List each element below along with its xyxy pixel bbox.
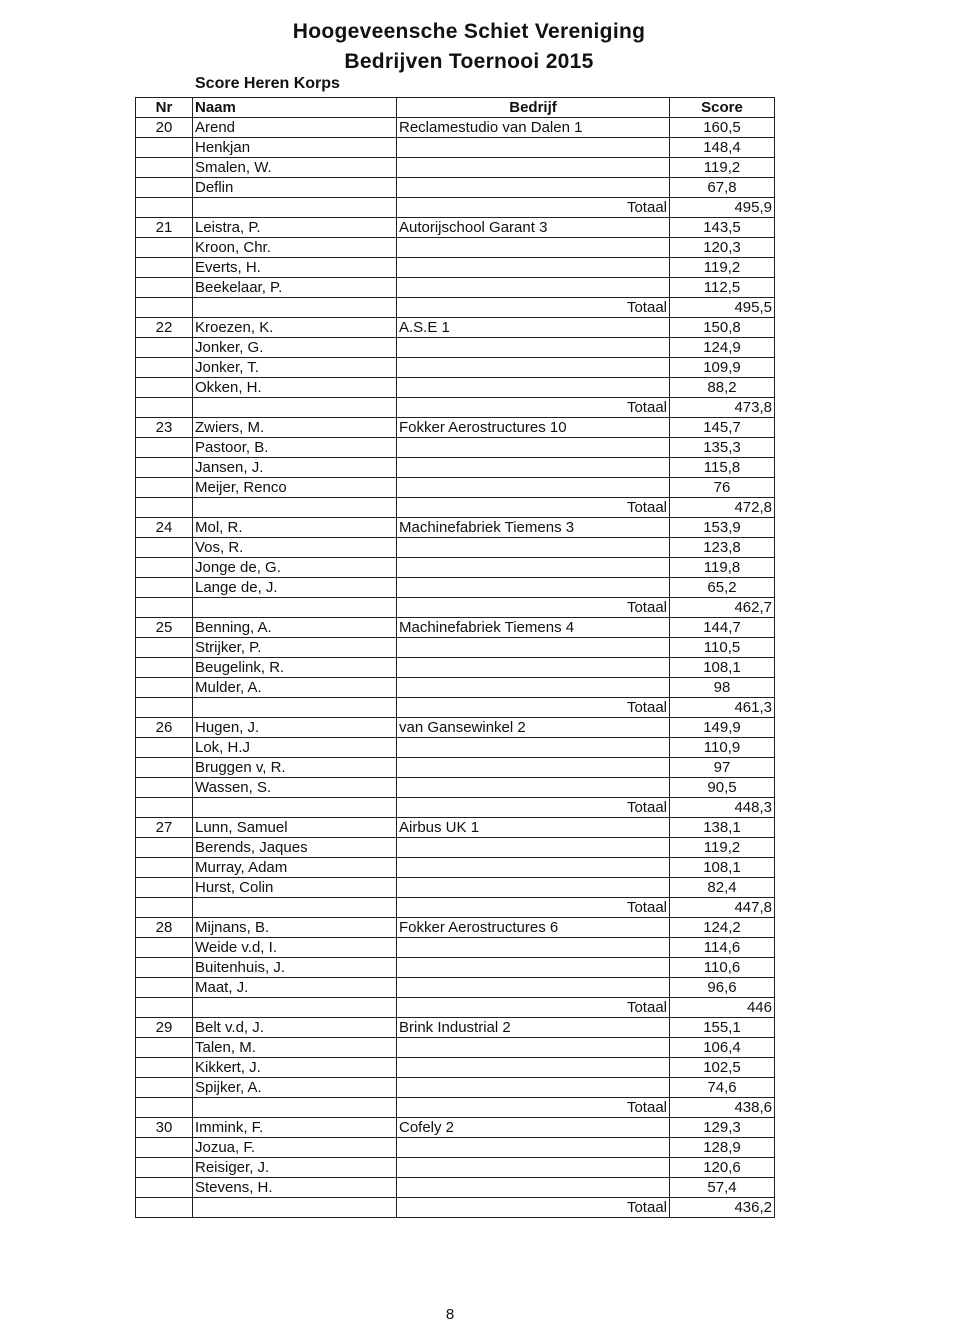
member-name: Lunn, Samuel: [193, 818, 397, 838]
member-score: 144,7: [670, 618, 775, 638]
company-name: [397, 478, 670, 498]
member-row: [136, 638, 775, 658]
company-name: [397, 378, 670, 398]
member-name: Beekelaar, P.: [193, 278, 397, 298]
member-row: [136, 758, 775, 778]
document-title: Hoogeveensche Schiet Vereniging: [292, 20, 646, 43]
company-name: [397, 358, 670, 378]
empty-cell: [136, 598, 193, 618]
team-number: [136, 458, 193, 478]
company-name: [397, 338, 670, 358]
member-score: 160,5: [670, 118, 775, 138]
company-name: [397, 878, 670, 898]
member-row: [136, 1178, 775, 1198]
member-row: [136, 938, 775, 958]
tournament-title: Bedrijven Toernooi 2015: [344, 50, 594, 73]
member-score: 97: [670, 758, 775, 778]
company-name: [397, 758, 670, 778]
team-number: [136, 958, 193, 978]
member-row: [136, 358, 775, 378]
member-score: 76: [670, 478, 775, 498]
member-score: 148,4: [670, 138, 775, 158]
total-label: Totaal: [397, 1198, 670, 1218]
empty-cell: [136, 1198, 193, 1218]
company-name: [397, 858, 670, 878]
member-name: Murray, Adam: [193, 858, 397, 878]
company-name: Fokker Aerostructures 6: [397, 918, 670, 938]
member-name: Kikkert, J.: [193, 1058, 397, 1078]
team-number: [136, 178, 193, 198]
company-name: Cofely 2: [397, 1118, 670, 1138]
member-row: [136, 558, 775, 578]
empty-cell: [136, 498, 193, 518]
team-number: 25: [136, 618, 193, 638]
team-number: [136, 1158, 193, 1178]
member-name: Hurst, Colin: [193, 878, 397, 898]
empty-cell: [193, 798, 397, 818]
empty-cell: [193, 1198, 397, 1218]
company-name: Reclamestudio van Dalen 1: [397, 118, 670, 138]
member-score: 135,3: [670, 438, 775, 458]
member-row: [136, 238, 775, 258]
team-number: [136, 758, 193, 778]
page-number: 8: [445, 1306, 455, 1323]
team-total-score: 472,8: [670, 498, 775, 518]
member-row: [136, 318, 775, 338]
member-score: 119,2: [670, 158, 775, 178]
member-score: 150,8: [670, 318, 775, 338]
empty-cell: [193, 1098, 397, 1118]
team-number: [136, 278, 193, 298]
member-row: [136, 918, 775, 938]
member-score: 90,5: [670, 778, 775, 798]
team-number: 24: [136, 518, 193, 538]
member-name: Smalen, W.: [193, 158, 397, 178]
company-name: [397, 838, 670, 858]
member-score: 98: [670, 678, 775, 698]
team-number: [136, 158, 193, 178]
member-row: [136, 518, 775, 538]
member-score: 102,5: [670, 1058, 775, 1078]
score-table: [135, 97, 775, 1218]
empty-cell: [136, 798, 193, 818]
team-number: [136, 1138, 193, 1158]
member-name: Spijker, A.: [193, 1078, 397, 1098]
member-score: 108,1: [670, 858, 775, 878]
member-row: [136, 1078, 775, 1098]
member-name: Jonker, G.: [193, 338, 397, 358]
member-row: [136, 978, 775, 998]
team-total-score: 461,3: [670, 698, 775, 718]
empty-cell: [136, 198, 193, 218]
team-number: [136, 638, 193, 658]
member-name: Jonge de, G.: [193, 558, 397, 578]
member-name: Lange de, J.: [193, 578, 397, 598]
company-name: van Gansewinkel 2: [397, 718, 670, 738]
member-score: 115,8: [670, 458, 775, 478]
company-name: [397, 178, 670, 198]
table-header-row: [136, 98, 775, 118]
member-name: Talen, M.: [193, 1038, 397, 1058]
member-name: Pastoor, B.: [193, 438, 397, 458]
member-row: [136, 1038, 775, 1058]
company-name: [397, 278, 670, 298]
team-number: [136, 538, 193, 558]
company-name: [397, 1058, 670, 1078]
company-name: Airbus UK 1: [397, 818, 670, 838]
team-total-score: 462,7: [670, 598, 775, 618]
total-label: Totaal: [397, 498, 670, 518]
member-score: 110,9: [670, 738, 775, 758]
member-name: Belt v.d, J.: [193, 1018, 397, 1038]
member-row: [136, 858, 775, 878]
member-row: [136, 1018, 775, 1038]
team-number: [136, 978, 193, 998]
member-score: 124,2: [670, 918, 775, 938]
member-score: 57,4: [670, 1178, 775, 1198]
team-number: [136, 478, 193, 498]
member-name: Mijnans, B.: [193, 918, 397, 938]
member-score: 88,2: [670, 378, 775, 398]
total-label: Totaal: [397, 598, 670, 618]
team-number: 23: [136, 418, 193, 438]
member-score: 67,8: [670, 178, 775, 198]
score-table-body: [136, 118, 775, 1218]
team-number: [136, 438, 193, 458]
company-name: Machinefabriek Tiemens 3: [397, 518, 670, 538]
company-name: [397, 1158, 670, 1178]
team-number: 28: [136, 918, 193, 938]
company-name: [397, 938, 670, 958]
team-number: 30: [136, 1118, 193, 1138]
company-name: Brink Industrial 2: [397, 1018, 670, 1038]
team-total-score: 436,2: [670, 1198, 775, 1218]
company-name: [397, 778, 670, 798]
member-row: [136, 538, 775, 558]
company-name: [397, 538, 670, 558]
team-total-row: [136, 198, 775, 218]
company-name: Machinefabriek Tiemens 4: [397, 618, 670, 638]
team-number: [136, 558, 193, 578]
company-name: [397, 658, 670, 678]
team-total-score: 438,6: [670, 1098, 775, 1118]
member-name: Bruggen v, R.: [193, 758, 397, 778]
team-number: 29: [136, 1018, 193, 1038]
member-score: 138,1: [670, 818, 775, 838]
team-number: [136, 138, 193, 158]
member-name: Okken, H.: [193, 378, 397, 398]
member-name: Immink, F.: [193, 1118, 397, 1138]
team-number: [136, 1058, 193, 1078]
member-score: 108,1: [670, 658, 775, 678]
member-name: Buitenhuis, J.: [193, 958, 397, 978]
member-row: [136, 718, 775, 738]
team-number: 20: [136, 118, 193, 138]
member-row: [136, 158, 775, 178]
total-label: Totaal: [397, 1098, 670, 1118]
empty-cell: [193, 998, 397, 1018]
member-row: [136, 218, 775, 238]
team-total-score: 447,8: [670, 898, 775, 918]
total-label: Totaal: [397, 698, 670, 718]
member-score: 120,6: [670, 1158, 775, 1178]
member-name: Stevens, H.: [193, 1178, 397, 1198]
company-name: [397, 558, 670, 578]
member-row: [136, 138, 775, 158]
team-number: [136, 778, 193, 798]
team-total-row: [136, 1098, 775, 1118]
member-name: Berends, Jaques: [193, 838, 397, 858]
member-name: Leistra, P.: [193, 218, 397, 238]
member-row: [136, 118, 775, 138]
team-number: [136, 258, 193, 278]
team-number: [136, 658, 193, 678]
empty-cell: [193, 498, 397, 518]
empty-cell: [136, 998, 193, 1018]
member-row: [136, 418, 775, 438]
company-name: [397, 158, 670, 178]
member-row: [136, 818, 775, 838]
total-label: Totaal: [397, 298, 670, 318]
member-score: 106,4: [670, 1038, 775, 1058]
member-score: 110,6: [670, 958, 775, 978]
total-label: Totaal: [397, 398, 670, 418]
column-header-score: Score: [670, 98, 775, 118]
section-title: Score Heren Korps: [195, 75, 340, 92]
empty-cell: [136, 298, 193, 318]
member-score: 82,4: [670, 878, 775, 898]
empty-cell: [136, 1098, 193, 1118]
member-row: [136, 478, 775, 498]
member-row: [136, 438, 775, 458]
company-name: [397, 238, 670, 258]
member-row: [136, 258, 775, 278]
member-score: 109,9: [670, 358, 775, 378]
team-number: [136, 838, 193, 858]
member-row: [136, 658, 775, 678]
member-score: 129,3: [670, 1118, 775, 1138]
team-number: [136, 1038, 193, 1058]
team-total-row: [136, 798, 775, 818]
member-name: Wassen, S.: [193, 778, 397, 798]
member-name: Beugelink, R.: [193, 658, 397, 678]
member-score: 119,2: [670, 258, 775, 278]
company-name: [397, 258, 670, 278]
member-score: 155,1: [670, 1018, 775, 1038]
team-total-score: 495,9: [670, 198, 775, 218]
company-name: [397, 638, 670, 658]
team-total-row: [136, 298, 775, 318]
member-name: Jonker, T.: [193, 358, 397, 378]
member-row: [136, 1058, 775, 1078]
team-number: [136, 358, 193, 378]
member-row: [136, 738, 775, 758]
member-name: Maat, J.: [193, 978, 397, 998]
company-name: [397, 578, 670, 598]
empty-cell: [193, 198, 397, 218]
company-name: [397, 138, 670, 158]
member-name: Weide v.d, I.: [193, 938, 397, 958]
member-name: Hugen, J.: [193, 718, 397, 738]
team-number: 21: [136, 218, 193, 238]
member-name: Vos, R.: [193, 538, 397, 558]
member-name: Meijer, Renco: [193, 478, 397, 498]
team-total-score: 448,3: [670, 798, 775, 818]
company-name: [397, 1138, 670, 1158]
empty-cell: [193, 298, 397, 318]
empty-cell: [193, 398, 397, 418]
member-score: 145,7: [670, 418, 775, 438]
member-name: Arend: [193, 118, 397, 138]
total-label: Totaal: [397, 798, 670, 818]
member-name: Lok, H.J: [193, 738, 397, 758]
column-header-naam: Naam: [193, 98, 397, 118]
team-number: 26: [136, 718, 193, 738]
member-score: 110,5: [670, 638, 775, 658]
team-number: 27: [136, 818, 193, 838]
member-score: 153,9: [670, 518, 775, 538]
member-name: Kroezen, K.: [193, 318, 397, 338]
team-number: [136, 878, 193, 898]
team-number: 22: [136, 318, 193, 338]
member-row: [136, 778, 775, 798]
team-number: [136, 1178, 193, 1198]
company-name: [397, 738, 670, 758]
member-row: [136, 1138, 775, 1158]
empty-cell: [136, 898, 193, 918]
member-row: [136, 578, 775, 598]
column-header-nr: Nr: [136, 98, 193, 118]
member-score: 143,5: [670, 218, 775, 238]
team-number: [136, 938, 193, 958]
team-total-row: [136, 1198, 775, 1218]
member-name: Mol, R.: [193, 518, 397, 538]
member-name: Jansen, J.: [193, 458, 397, 478]
member-score: 65,2: [670, 578, 775, 598]
member-row: [136, 1158, 775, 1178]
team-number: [136, 678, 193, 698]
member-name: Deflin: [193, 178, 397, 198]
member-name: Reisiger, J.: [193, 1158, 397, 1178]
empty-cell: [136, 698, 193, 718]
member-score: 112,5: [670, 278, 775, 298]
total-label: Totaal: [397, 998, 670, 1018]
team-number: [136, 238, 193, 258]
member-score: 74,6: [670, 1078, 775, 1098]
empty-cell: [193, 698, 397, 718]
member-name: Everts, H.: [193, 258, 397, 278]
member-score: 124,9: [670, 338, 775, 358]
team-number: [136, 578, 193, 598]
member-name: Zwiers, M.: [193, 418, 397, 438]
member-row: [136, 678, 775, 698]
team-total-row: [136, 898, 775, 918]
company-name: [397, 958, 670, 978]
team-number: [136, 1078, 193, 1098]
company-name: [397, 438, 670, 458]
team-total-row: [136, 398, 775, 418]
total-label: Totaal: [397, 898, 670, 918]
member-row: [136, 378, 775, 398]
company-name: [397, 1178, 670, 1198]
team-total-row: [136, 498, 775, 518]
team-total-row: [136, 598, 775, 618]
team-number: [136, 378, 193, 398]
company-name: Fokker Aerostructures 10: [397, 418, 670, 438]
empty-cell: [136, 398, 193, 418]
team-number: [136, 738, 193, 758]
company-name: [397, 678, 670, 698]
company-name: A.S.E 1: [397, 318, 670, 338]
team-total-score: 473,8: [670, 398, 775, 418]
team-total-score: 446: [670, 998, 775, 1018]
total-label: Totaal: [397, 198, 670, 218]
member-row: [136, 958, 775, 978]
member-name: Mulder, A.: [193, 678, 397, 698]
member-score: 123,8: [670, 538, 775, 558]
company-name: Autorijschool Garant 3: [397, 218, 670, 238]
member-row: [136, 278, 775, 298]
team-total-row: [136, 698, 775, 718]
member-row: [136, 878, 775, 898]
member-score: 128,9: [670, 1138, 775, 1158]
team-number: [136, 338, 193, 358]
member-name: Henkjan: [193, 138, 397, 158]
company-name: [397, 458, 670, 478]
member-row: [136, 838, 775, 858]
member-name: Kroon, Chr.: [193, 238, 397, 258]
member-row: [136, 618, 775, 638]
team-number: [136, 858, 193, 878]
team-total-score: 495,5: [670, 298, 775, 318]
member-name: Jozua, F.: [193, 1138, 397, 1158]
member-score: 119,2: [670, 838, 775, 858]
empty-cell: [193, 598, 397, 618]
member-name: Benning, A.: [193, 618, 397, 638]
member-row: [136, 178, 775, 198]
empty-cell: [193, 898, 397, 918]
column-header-bedrijf: Bedrijf: [397, 98, 670, 118]
member-score: 120,3: [670, 238, 775, 258]
member-row: [136, 1118, 775, 1138]
member-score: 149,9: [670, 718, 775, 738]
company-name: [397, 1038, 670, 1058]
team-total-row: [136, 998, 775, 1018]
member-score: 96,6: [670, 978, 775, 998]
member-row: [136, 458, 775, 478]
company-name: [397, 978, 670, 998]
member-name: Strijker, P.: [193, 638, 397, 658]
member-row: [136, 338, 775, 358]
company-name: [397, 1078, 670, 1098]
member-score: 114,6: [670, 938, 775, 958]
member-score: 119,8: [670, 558, 775, 578]
